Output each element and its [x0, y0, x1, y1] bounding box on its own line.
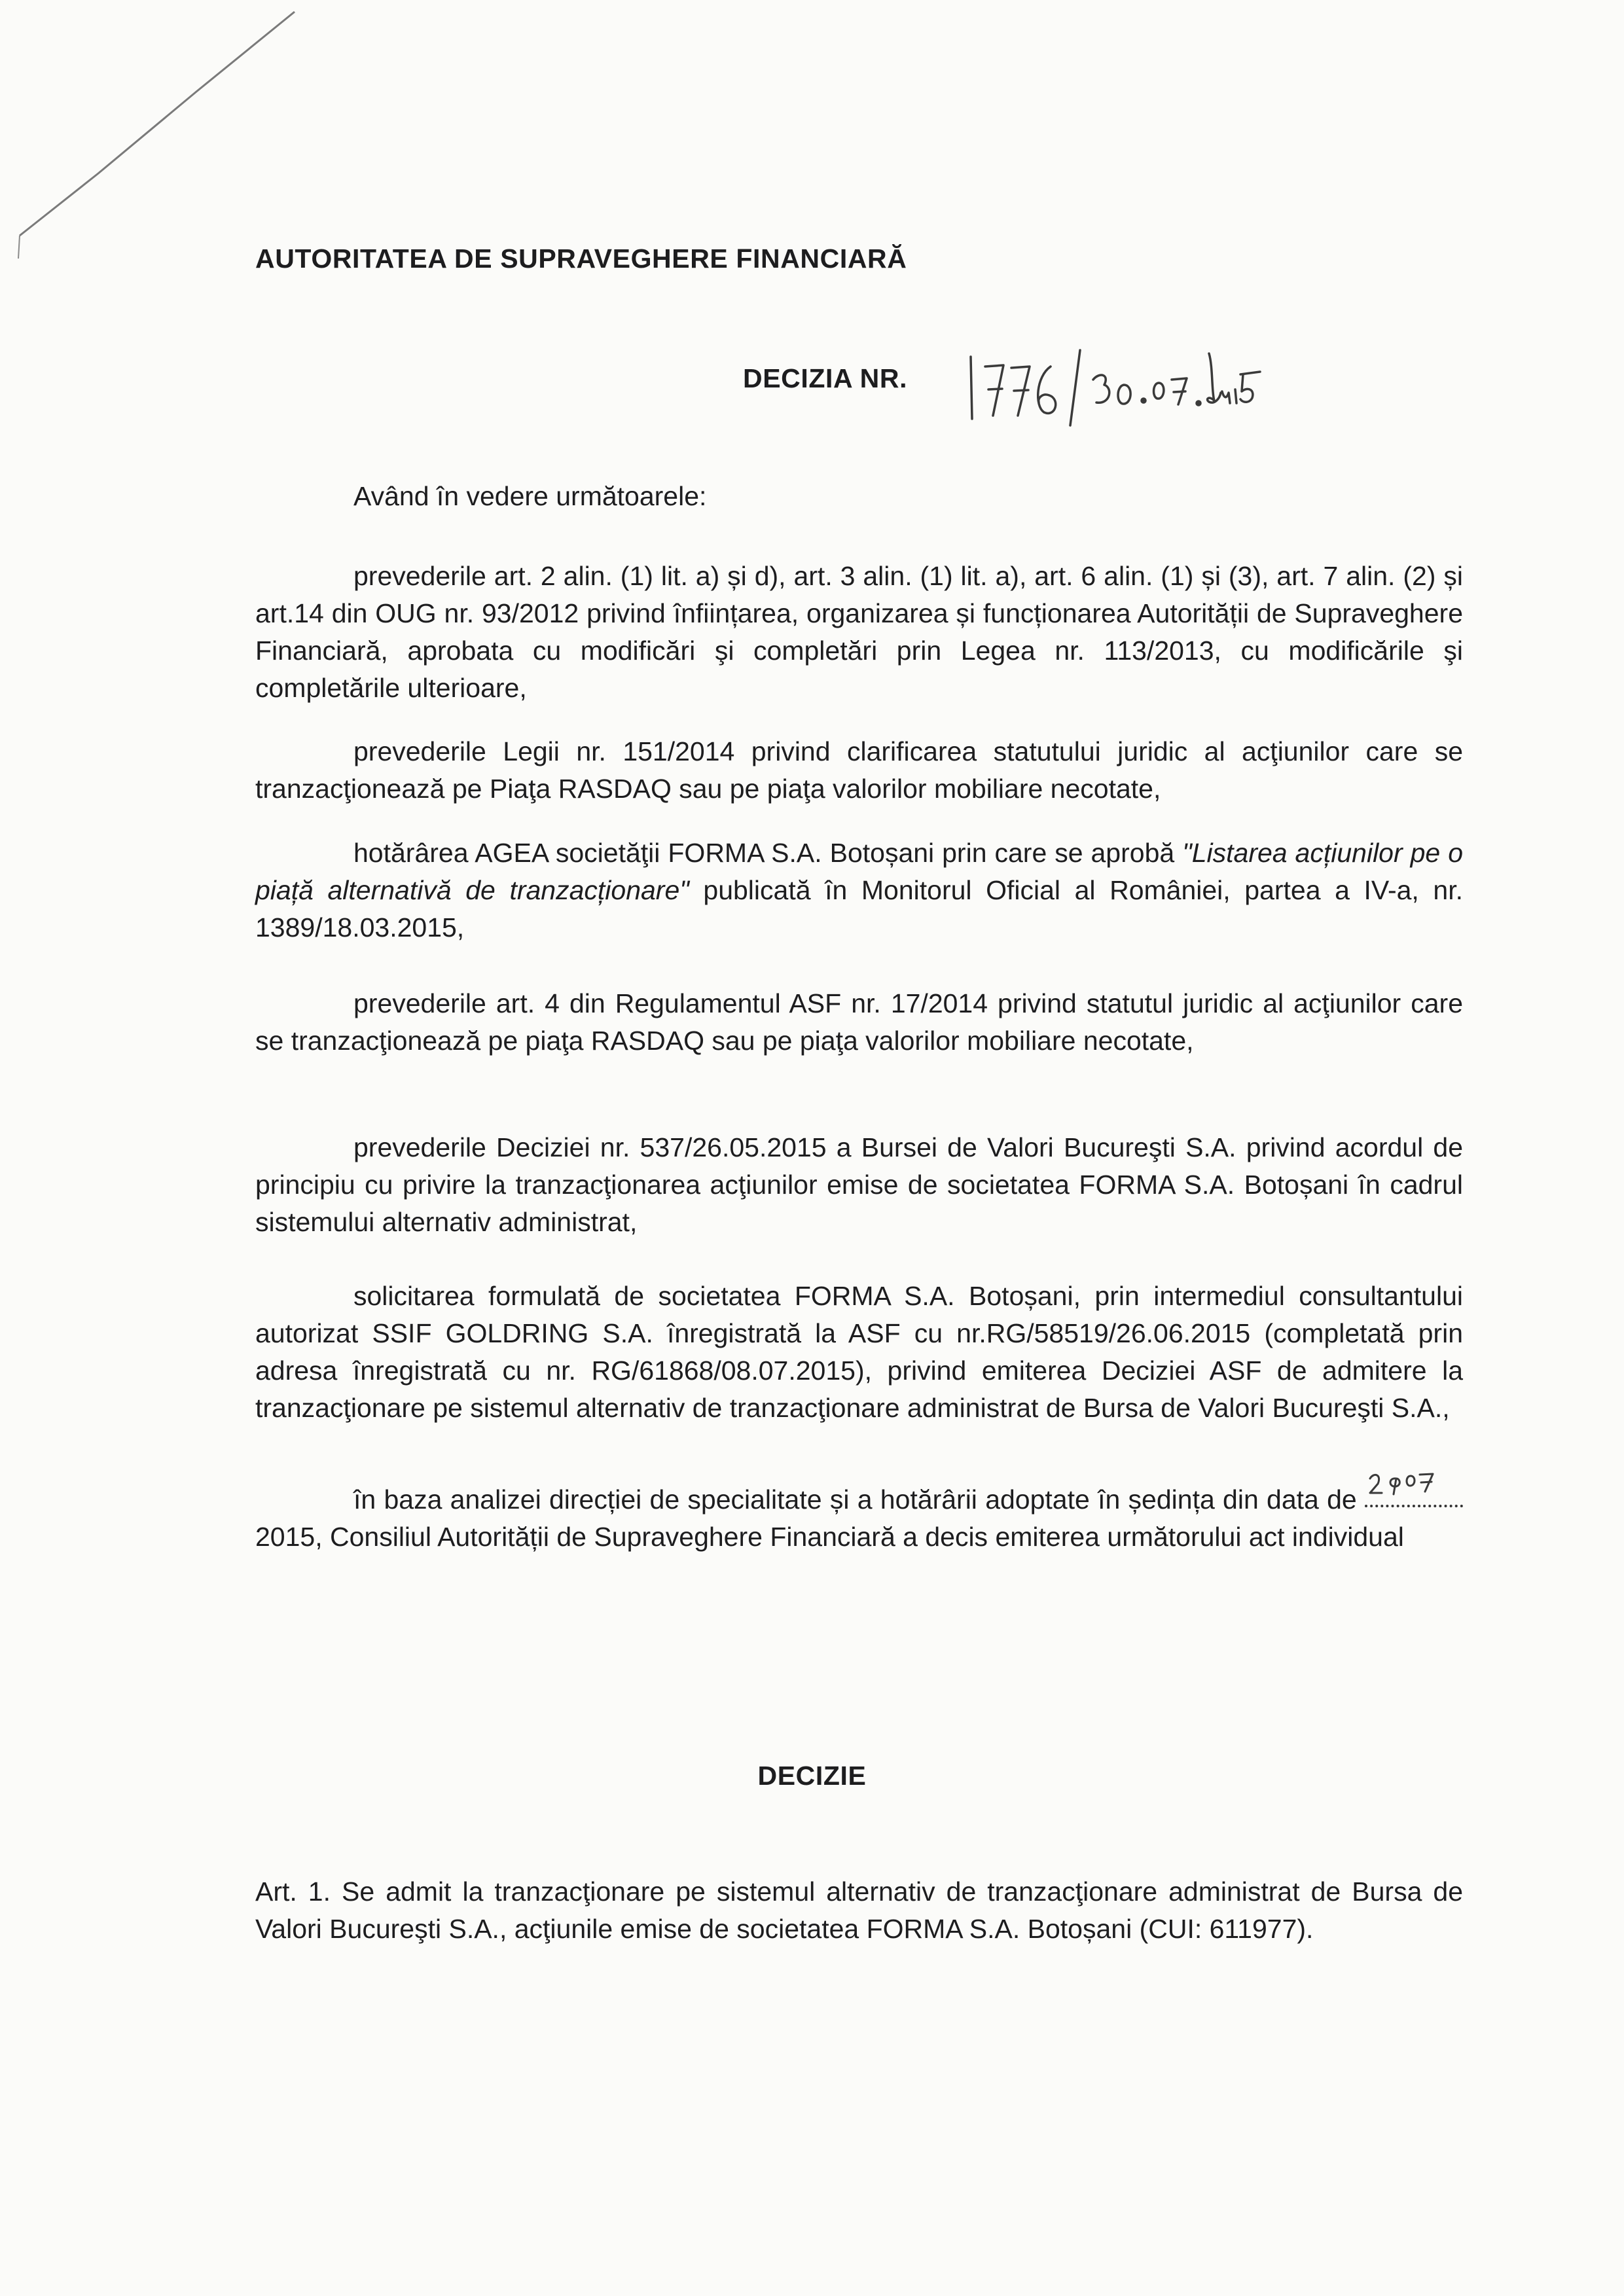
quoted-agenda-item: "Listarea acțiunilor pe o piață alternativă de tranzacționare" [255, 838, 1464, 905]
preamble-paragraph-4 [255, 985, 1463, 1060]
preamble-paragraph-3 [255, 834, 1463, 946]
decision-heading: DECIZIE [757, 1761, 867, 1791]
paragraph-text: solicitarea formulată de societatea FORMA S.A. Botoșani, prin intermediul consultantului autorizat SSIF GOLDRING S.A. înregistrată la ASF cu nr.RG/58519/26.06.2015 (completată prin adresa înregistrată cu nr. RG/61868/08.07.2015), privind emiterea Deciziei ASF de admitere la tranzacţionare pe sistemul alternativ de tranzacţionare administrat de Bursa de Valori Bucureşti S.A., [255, 1281, 1463, 1423]
preamble-paragraph-2 [255, 733, 1463, 808]
scan-edge-mark [0, 0, 327, 275]
paragraph-text: prevederile Legii nr. 151/2014 privind clarificarea statutului juridic al acţiunilor care se tranzacţionează pe Piaţa RASDAQ sau pe piaţa valorilor mobiliare necotate, [255, 736, 1463, 804]
paragraph-text: prevederile Deciziei nr. 537/26.05.2015 a Bursei de Valori Bucureşti S.A. privind acordul de principiu cu privire la tranzacţionarea acţiunilor emise de societatea FORMA S.A. Botoșani în cadrul sistemului alternativ administrat, [255, 1132, 1463, 1237]
preamble-paragraph-6 [255, 1278, 1463, 1427]
paragraph-text-end: 2015, Consiliul Autorității de Supraveghere Financiară a decis emiterea următorului act individual [255, 1522, 1404, 1552]
handwritten-meeting-date [1365, 1482, 1463, 1509]
decision-number-label: DECIZIA NR. [743, 363, 908, 393]
paragraph-text-start: hotărârea AGEA societăţii FORMA S.A. Botoșani prin care se aprobă [353, 838, 1183, 868]
preamble-paragraph-7 [255, 1481, 1463, 1556]
preamble-paragraph-1 [255, 558, 1463, 707]
authority-name: AUTORITATEA DE SUPRAVEGHERE FINANCIARĂ [255, 243, 907, 274]
paragraph-text: prevederile art. 2 alin. (1) lit. a) și d), art. 3 alin. (1) lit. a), art. 6 alin. (1) și (3), art. 7 alin. (2) și art.14 din OUG nr. 93/2012 privind înființarea, organizarea și funcționarea Autorității de Supraveghere Financiară, aprobata cu modificări şi completări prin Legea nr. 113/2013, cu modificările şi completările ulterioare, [255, 561, 1463, 703]
article-1 [255, 1873, 1463, 1948]
handwritten-decision-number [952, 327, 1267, 432]
preamble-paragraph-5 [255, 1129, 1463, 1241]
paragraph-text [255, 834, 1463, 946]
article-1-text: Art. 1. Se admit la tranzacţionare pe sistemul alternativ de tranzacţionare administrat de Bursa de Valori Bucureşti S.A., acţiunile emise de societatea FORMA S.A. Botoșani (CUI: 611977). [255, 1876, 1463, 1944]
paragraph-text-end: publicată în Monitorul Oficial al României, partea a IV-a, nr. 1389/18.03.2015, [255, 875, 1463, 942]
paragraph-text: prevederile art. 4 din Regulamentul ASF nr. 17/2014 privind statutul juridic al acţiunilor care se tranzacţionează pe piaţa RASDAQ sau pe piaţa valorilor mobiliare necotate, [255, 988, 1463, 1056]
preamble-intro: Având în vedere următoarele: [353, 481, 707, 511]
preamble [255, 478, 1463, 515]
paragraph-text [255, 1481, 1463, 1556]
paragraph-text-start: în baza analizei direcției de specialitate și a hotărârii adoptate în ședința din data de [353, 1484, 1365, 1515]
dotted-fill-line [1365, 1505, 1463, 1507]
handwritten-date-digits [1365, 1464, 1463, 1503]
decision-number [743, 327, 1267, 432]
